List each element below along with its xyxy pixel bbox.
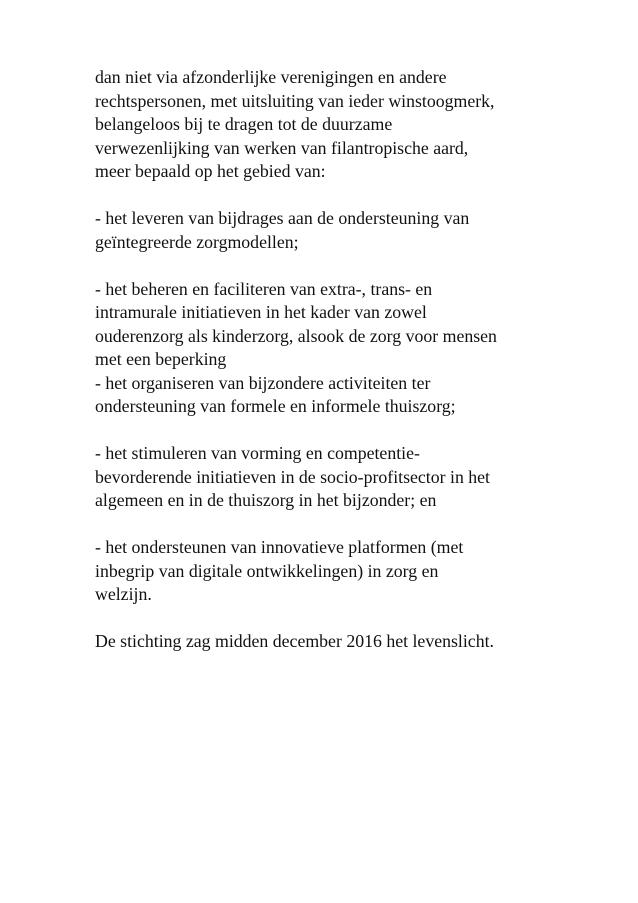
text-line: algemeen en in de thuiszorg in het bijzonder; en <box>95 490 437 510</box>
text-line: met een beperking <box>95 349 227 369</box>
paragraph-closing <box>95 630 565 654</box>
text-line: - het ondersteunen van innovatieve platformen (met <box>95 537 464 557</box>
text-line: dan niet via afzonderlijke verenigingen en andere <box>95 67 447 87</box>
paragraph-bullet-stimuleren <box>95 442 565 513</box>
text-line: - het organiseren van bijzondere activiteiten ter <box>95 372 431 393</box>
paragraph-gap <box>95 184 565 208</box>
text-line: intramurale initiatieven in het kader van zowel <box>95 302 427 322</box>
paragraph-bullet-beheren <box>95 278 565 419</box>
text-line: - het leveren van bijdrages aan de ondersteuning van <box>95 208 470 228</box>
text-line: ondersteuning van formele en informele thuiszorg; <box>95 396 456 416</box>
text-line: bevorderende initiatieven in de socio-profitsector in het <box>95 466 490 487</box>
paragraph-bullet-bijdrages <box>95 207 565 254</box>
text-line: inbegrip van digitale ontwikkelingen) in zorg en <box>95 560 439 581</box>
text-line: geïntegreerde zorgmodellen; <box>95 231 299 252</box>
text-line: De stichting zag midden december 2016 het levenslicht. <box>95 631 494 651</box>
paragraph-gap <box>95 419 565 443</box>
paragraph-bullet-ondersteunen <box>95 536 565 607</box>
text-line: - het stimuleren van vorming en competentie- <box>95 443 420 463</box>
document-body <box>95 66 565 654</box>
text-line: - het beheren en faciliteren van extra-, trans- en <box>95 278 433 299</box>
paragraph-gap <box>95 254 565 278</box>
text-line: welzijn. <box>95 584 152 604</box>
paragraph-intro <box>95 66 565 184</box>
text-line: ouderenzorg als kinderzorg, alsook de zorg voor mensen <box>95 325 497 346</box>
text-line: belangeloos bij te dragen tot de duurzame <box>95 114 393 134</box>
text-line: rechtspersonen, met uitsluiting van ieder winstoogmerk, <box>95 90 495 111</box>
paragraph-gap <box>95 513 565 537</box>
text-line: meer bepaald op het gebied van: <box>95 161 326 181</box>
text-line: verwezenlijking van werken van filantropische aard, <box>95 137 469 158</box>
paragraph-gap <box>95 607 565 631</box>
